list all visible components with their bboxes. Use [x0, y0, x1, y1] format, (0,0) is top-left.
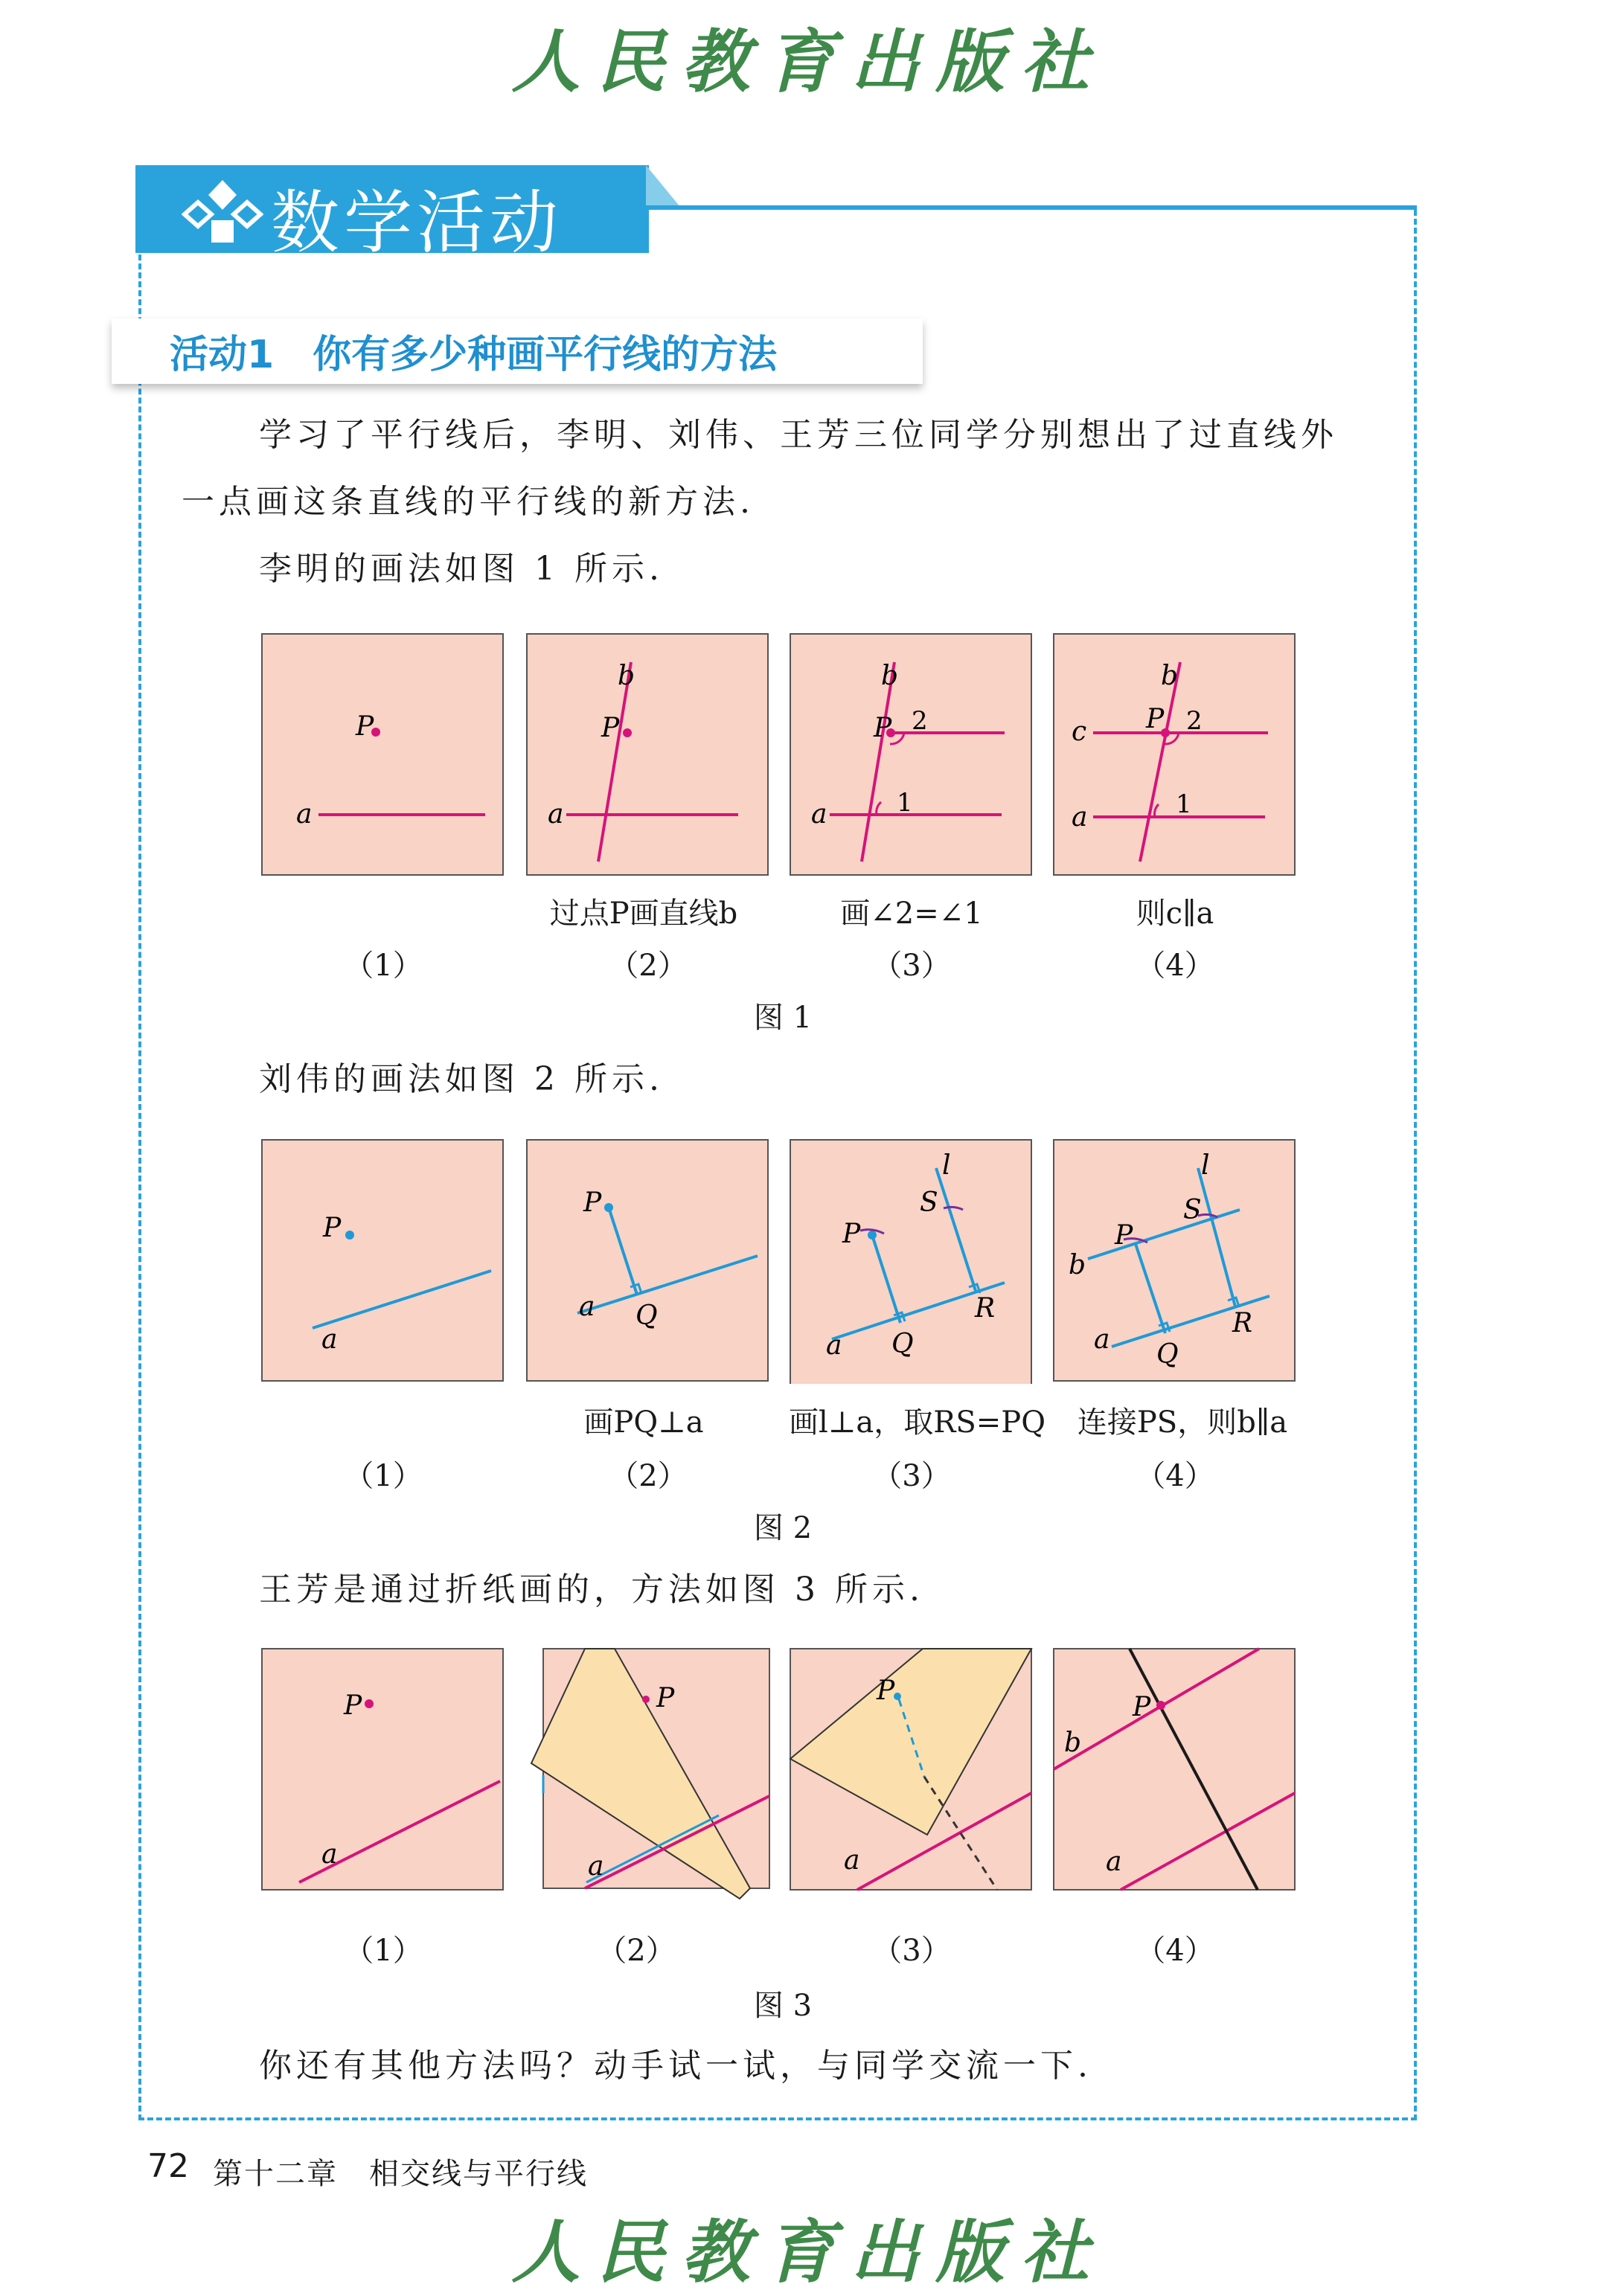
svg-text:a: a: [548, 799, 564, 830]
svg-text:P: P: [601, 713, 620, 743]
activity-title: 活动1 你有多少种画平行线的方法: [170, 333, 778, 377]
closing-text: 你还有其他方法吗？动手试一试，与同学交流一下.: [259, 2047, 1092, 2085]
svg-text:l: l: [1201, 1150, 1210, 1181]
fig2-label-3: （3）: [872, 1459, 951, 1493]
banner-notch: [646, 165, 680, 207]
wangfang-text: 王芳是通过折纸画的，方法如图 3 所示.: [259, 1571, 924, 1609]
section-title: 数学活动: [271, 183, 563, 263]
fig1-panel-4: [1052, 632, 1298, 878]
svg-text:P: P: [583, 1187, 602, 1218]
fig2-caption-4: 连接PS，则b∥a: [1077, 1405, 1288, 1440]
chapter-title: 第十二章 相交线与平行线: [213, 2157, 588, 2191]
fig1-caption-4: 则c∥a: [1136, 897, 1214, 931]
fig1-label-1: （1）: [344, 949, 423, 983]
fig1-panel-3: [789, 632, 1034, 878]
svg-text:Q: Q: [891, 1329, 914, 1359]
fig2-caption-3: 画l⊥a，取RS=PQ: [789, 1405, 1046, 1440]
fig2-label-4: （4）: [1136, 1459, 1214, 1493]
svg-text:b: b: [1161, 661, 1179, 691]
svg-text:a: a: [826, 1330, 842, 1361]
publisher-footer: 人民教育出版社: [511, 2212, 1106, 2292]
svg-text:P: P: [1115, 1220, 1133, 1251]
fig3-panel-2: [525, 1637, 771, 1912]
intro-line-1: 学习了平行线后，李明、刘伟、王芳三位同学分别想出了过直线外: [259, 416, 1338, 454]
fig1-label-3: （3）: [872, 949, 951, 983]
fig1-label-4: （4）: [1136, 949, 1214, 983]
fig2-label-1: （1）: [344, 1459, 423, 1493]
svg-text:b: b: [618, 661, 635, 691]
svg-text:a: a: [588, 1851, 604, 1882]
fig1-caption-2: 过点P画直线b: [549, 897, 738, 931]
svg-text:a: a: [321, 1839, 338, 1870]
svg-text:S: S: [920, 1187, 938, 1218]
svg-text:a: a: [579, 1292, 595, 1322]
fig2-title: 图 2: [753, 1511, 813, 1545]
fig1-panel-2: [525, 632, 771, 878]
svg-text:c: c: [1072, 716, 1087, 747]
svg-text:Q: Q: [635, 1301, 658, 1331]
svg-text:b: b: [1064, 1728, 1082, 1758]
svg-text:a: a: [1072, 802, 1088, 833]
svg-text:b: b: [1069, 1250, 1086, 1280]
svg-text:P: P: [877, 1675, 895, 1706]
fig3-panel-1: [260, 1647, 506, 1893]
svg-text:2: 2: [912, 706, 928, 736]
svg-text:a: a: [811, 799, 827, 830]
svg-text:b: b: [881, 661, 899, 691]
fig1-caption-3: 画∠2=∠1: [840, 897, 983, 931]
svg-text:1: 1: [1176, 789, 1192, 819]
svg-text:a: a: [1094, 1324, 1110, 1355]
fig3-label-3: （3）: [872, 1934, 951, 1968]
fig3-label-2: （2）: [597, 1934, 676, 1968]
fig1-panel-1: [260, 632, 506, 878]
fig2-panel-4: [1052, 1138, 1298, 1384]
svg-text:S: S: [1183, 1195, 1202, 1225]
svg-text:P: P: [1133, 1692, 1151, 1722]
fig3-panel-4: [1052, 1647, 1298, 1893]
fig2-label-2: （2）: [609, 1459, 688, 1493]
svg-text:a: a: [844, 1845, 860, 1876]
svg-text:R: R: [1232, 1308, 1253, 1338]
svg-text:P: P: [1146, 704, 1165, 734]
svg-text:Q: Q: [1156, 1339, 1179, 1370]
point-P-label: P: [356, 711, 374, 742]
liuwei-text: 刘伟的画法如图 2 所示.: [259, 1060, 664, 1098]
intro-line-2: 一点画这条直线的平行线的新方法.: [182, 483, 755, 521]
fig1-label-2: （2）: [609, 949, 688, 983]
svg-text:l: l: [942, 1150, 951, 1181]
line-a-label: a: [296, 799, 313, 830]
svg-text:P: P: [874, 713, 892, 743]
fig2-panel-1: [260, 1138, 506, 1384]
svg-text:a: a: [1106, 1847, 1122, 1877]
svg-text:1: 1: [897, 788, 913, 818]
fig3-label-4: （4）: [1136, 1934, 1214, 1968]
page-number: 72: [147, 2147, 189, 2185]
svg-text:P: P: [656, 1683, 675, 1713]
svg-text:R: R: [975, 1293, 996, 1324]
fig2-panel-2: [525, 1138, 771, 1384]
svg-text:a: a: [321, 1324, 338, 1355]
svg-text:P: P: [842, 1219, 861, 1249]
svg-text:2: 2: [1186, 706, 1203, 736]
fig2-caption-2: 画PQ⊥a: [583, 1405, 704, 1440]
svg-text:P: P: [323, 1213, 342, 1243]
fig1-title: 图 1: [753, 1001, 813, 1035]
fig3-label-1: （1）: [344, 1934, 423, 1968]
fig3-panel-3: [789, 1647, 1042, 1893]
svg-text:P: P: [344, 1690, 362, 1721]
publisher-header: 人民教育出版社: [511, 22, 1106, 102]
fig3-title: 图 3: [753, 1989, 813, 2023]
fig2-panel-3: [789, 1138, 1034, 1384]
liming-text: 李明的画法如图 1 所示.: [259, 550, 664, 588]
